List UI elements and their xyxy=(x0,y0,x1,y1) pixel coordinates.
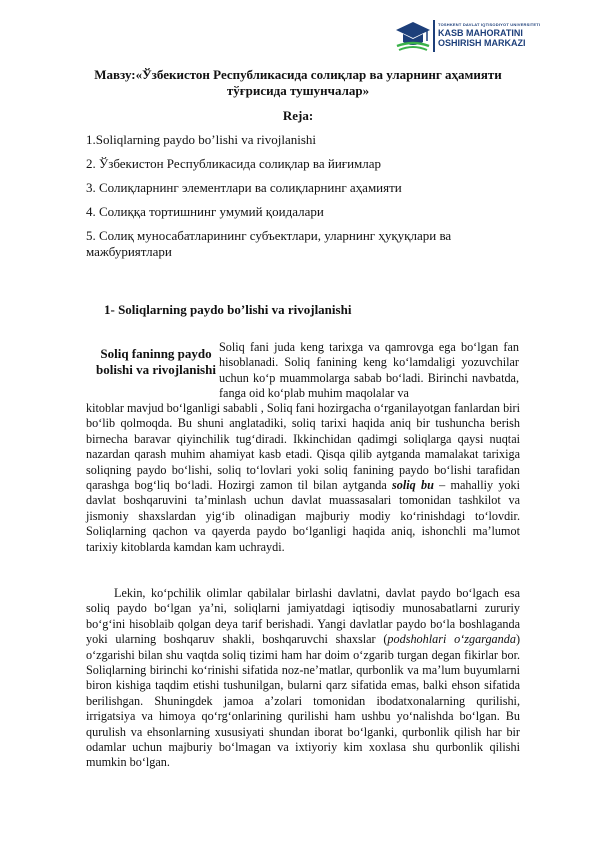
paragraph-text: ) o‘zgarishi bilan shu vaqtda soliq tizimi ham har doim o‘zgarib turgan degan fikirlar bor. Soliqlarning birinchi ko‘rinishi sifatida noz-ne’matlar, qurbonlik va ma’lum buyumlarni biron kishiga taqdim etishi tushunilgan, bularni qarz sifatida emas, balki ehson sifatida berilishgan. Shuningdek jamoa a’zolari tomonidan ibodatxonalarning qurilishi, irrigatsiya va himoya qo‘rg‘onlarining qurilishi ham ushbu yo‘nalishda bo‘lgan. Bu qurulish va ehsonlarning xususiyati shundan iborat bo‘lganki, qurbonlik qilish har bir odamlar uchun majburiy bo‘lmagan va ixtiyoriy kim xoxlasa shu qurbonlik qilishi mumkin bo‘lgan. xyxy=(86,632,520,770)
paragraph-2 xyxy=(86,586,520,771)
italic-phrase: podshohlari o‘zgarganda xyxy=(387,632,516,647)
section-heading: 1- Soliqlarning paydo bo’lishi va rivojlanishi xyxy=(104,302,352,317)
side-note: Soliq faninng paydo bolishi va rivojlanishi xyxy=(96,346,216,377)
paragraph-1-top: Soliq fani juda keng tarixga va qamrovga ega bo‘lgan fan hisoblanadi. Soliq fanining keng ko‘lamdaligi yozuvchilar uchun ko‘p muammolarga sabab bo‘ladi. Birinchi navbatda, fanga oid ko‘plab muhim maqolalar va xyxy=(219,340,519,401)
plan-item: 5. Солиқ муносабатларининг субъектлари, уларнинг ҳуқуқлари ва мажбуриятлари xyxy=(86,228,452,259)
logo-line-1: KASB MAHORATINI xyxy=(438,28,523,38)
paragraph-text: Lekin, ko‘pchilik olimlar qabilalar birlashi davlatni, davlat paydo bo‘lgach esa soliq paydo bo‘lgan ya’ni, soliqlarni jamiyatdagi iqtisodiy munosabatlarni zururiy bo‘g‘ini hisoblaib qolgan deya tarif berishadi. Yangi davlatlar paydo bo‘la boshlaganda yoki ularning boshqaruv shakli, boshqaruvchi shaxslar ( xyxy=(86,586,520,647)
plan-item: 4. Солиққа тортишнинг умумий қоидалари xyxy=(86,204,324,219)
plan-item: 2. Ўзбекистон Республикасида солиқлар ва йиғимлар xyxy=(86,156,382,171)
logo-divider xyxy=(433,20,435,52)
document-title: Мавзу:«Ўзбекистон Республикасида солиқлар ва уларнинг аҳамияти тўғрисида тушунчалар» xyxy=(94,67,502,98)
logo-caption: TOSHKENT DAVLAT IQTISODIYOT UNIVERSITETI xyxy=(438,22,541,27)
plan-item: 1.Soliqlarning paydo bo’lishi va rivojlanishi xyxy=(86,132,317,147)
plan-heading: Reja: xyxy=(282,108,314,123)
logo-line-2: OSHIRISH MARKAZI xyxy=(438,38,526,48)
plan-item: 3. Солиқларнинг элементлари ва солиқларнинг аҳамияти xyxy=(86,180,402,195)
term-emphasis: soliq bu xyxy=(392,478,434,493)
paragraph-text: kitoblar mavjud bo‘lganligi sababli , Soliq fani hozirgacha o‘rganilayotgan fanlardan biri bo‘lib qolmoqda. Bu shuni anglatadiki, soliq tarixi haqida aniq bir tushuncha berish birnecha baravar qiyinchilik tug‘diradi. Ikkinchidan qadimgi soliqlarga qaysi nuqtai nazardan qarash muhim ahamiyat kasb etadi. Qisqa qilib aytganda mamalakat tarixiga soliqning paydo bo‘lishi, soliq to‘lovlari yoki soliq fanining paydo bo‘lishi tarafidan qarashga bog‘liq bo‘ladi. Hozirgi zamon til bilan aytganda xyxy=(86,401,520,493)
plan-list xyxy=(86,132,516,264)
graduation-cap-icon xyxy=(394,18,432,54)
paragraph-1-body xyxy=(86,401,520,555)
organization-logo xyxy=(394,18,541,54)
paragraph-text: – mahalliy yoki davlat boshqaruvini ta’minlash uchun davlat muassasalari tomonidan tashkilot va jismoniy shaxslardan yig‘ib olinadigan majburiy modiy ko‘rinishdagi to‘lovdir. Soliqlarning qachon va qayerda paydo bo‘lganligi haqida aniq, ishonchli ma’lumot tarixiy kitoblarda kamdan kam uchraydi. xyxy=(86,478,521,554)
